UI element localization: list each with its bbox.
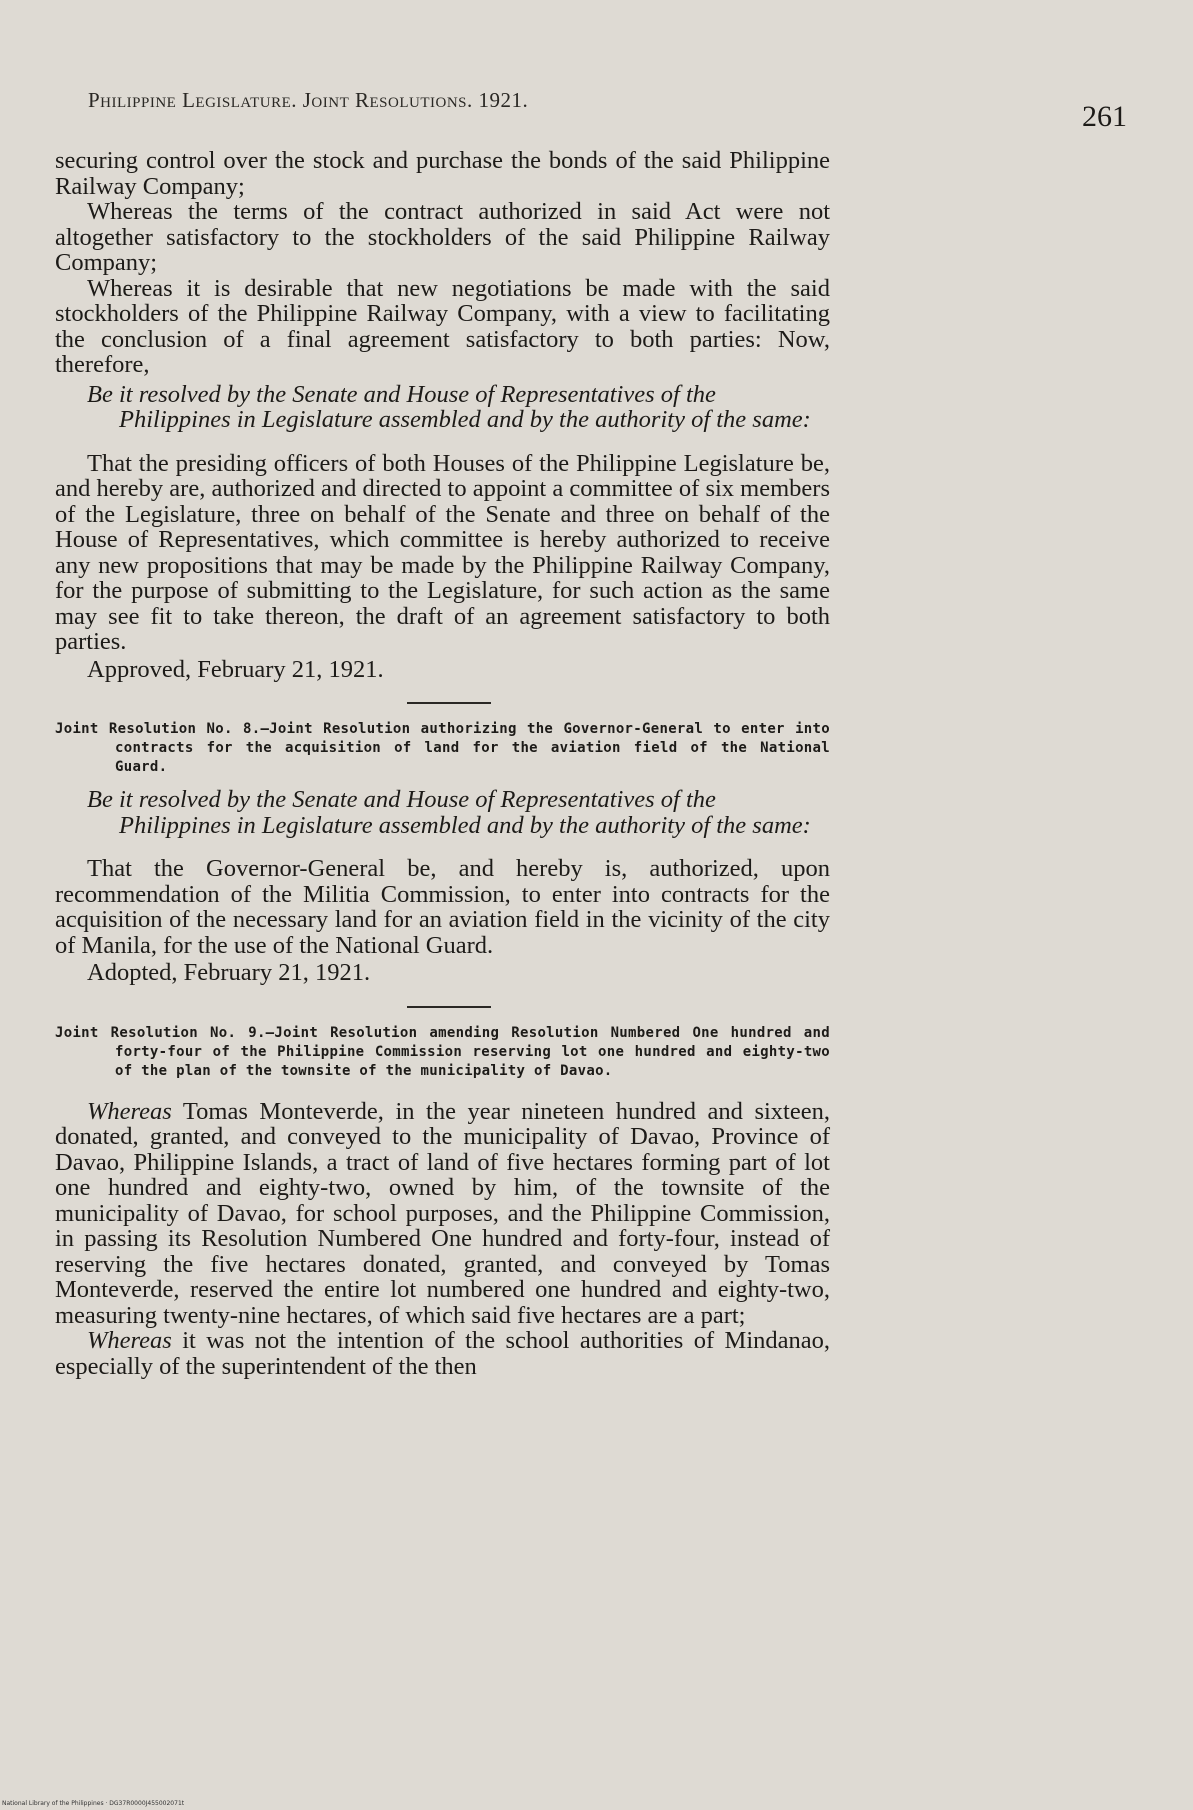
page-body xyxy=(55,148,830,1379)
page-number: 261 xyxy=(1082,100,1127,133)
whereas-paragraph xyxy=(55,1328,830,1379)
approval-date: Approved, February 21, 1921. xyxy=(87,655,384,683)
enacting-clause: Be it resolved by the Senate and House of Representatives of the Philippines in Legislature assembled and by the authority of the same: xyxy=(87,380,811,433)
whereas-paragraph xyxy=(55,1099,830,1329)
adoption-date: Adopted, February 21, 1921. xyxy=(87,959,371,986)
enacting-clause: Be it resolved by the Senate and House of Representatives of the Philippines in Legislature assembled and by the authority of the same: xyxy=(87,786,811,839)
whereas-word: Whereas xyxy=(87,1327,172,1354)
resolution-body: That the presiding officers of both Houses of the Philippine Legislature be, and hereby are, authorized and directed to appoint a committee of six members of the Legislature, three on behalf of the Senate and three on behalf of the House of Representatives, which committee is hereby authorized to receive any new propositions that may be made by the Philippine Railway Company, for the purpose of submitting to the Legislature, for such action as the same may see fit to take thereon, the draft of an agreement satisfactory to both parties. xyxy=(55,449,830,655)
resolution-body: That the Governor-General be, and hereby is, authorized, upon recommendation of the Militia Commission, to enter into contracts for the acquisition of the necessary land for an aviation field in the vicinity of the city of Manila, for the use of the National Guard. xyxy=(55,855,830,959)
whereas-paragraph: Whereas the terms of the contract authorized in said Act were not altogether satisfactory to the stockholders of the said Philippine Railway Company; xyxy=(55,198,830,276)
scan-footer: National Library of the Philippines · DG37R0000J455002071t xyxy=(2,1800,185,1807)
whereas-word: Whereas xyxy=(87,1097,172,1125)
section-divider xyxy=(407,1006,491,1008)
paragraph-text: it was not the intention of the school authorities of Mindanao, especially of the superintendent of the then xyxy=(55,1327,830,1380)
paragraph-continued: securing control over the stock and purchase the bonds of the said Philippine Railway Company; xyxy=(55,147,830,200)
section-divider xyxy=(407,702,491,704)
whereas-paragraph: Whereas it is desirable that new negotiations be made with the said stockholders of the Philippine Railway Company, with a view to facilitating the conclusion of a final agreement satisfactory to both parties: Now, therefore, xyxy=(55,274,830,378)
resolution-caption: Joint Resolution No. 8.—Joint Resolution authorizing the Governor-General to enter into contracts for the acquisition of land for the aviation field of the National Guard. xyxy=(55,721,830,775)
resolution-caption: Joint Resolution No. 9.—Joint Resolution amending Resolution Numbered One hundred and forty-four of the Philippine Commission reserving lot one hundred and eighty-two of the plan of the townsite of the municipality of Davao. xyxy=(55,1024,830,1079)
paragraph-text: Tomas Monteverde, in the year nineteen hundred and sixteen, donated, granted, and conveyed to the municipality of Davao, Province of Davao, Philippine Islands, a tract of land of five hectares forming part of lot one hundred and eighty-two, owned by him, of the townsite of the municipality of Davao, for school purposes, and the Philippine Commission, in passing its Resolution Numbered One hundred and forty-four, instead of reserving the five hectares donated, granted, and conveyed by Tomas Monteverde, reserved the entire lot numbered one hundred and eighty-two, measuring twenty-nine hectares, of which said five hectares are a part; xyxy=(55,1097,830,1329)
running-header: Philippine Legislature. Joint Resolutions. 1921. xyxy=(88,88,529,112)
